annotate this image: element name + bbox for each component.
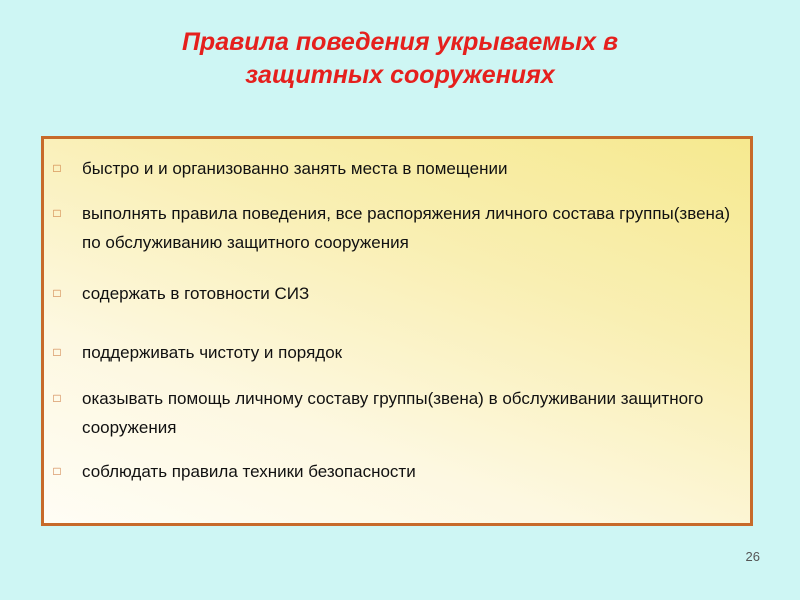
list-item-text: оказывать помощь личному составу группы(звена) в обслуживании защитного сооружения [82,389,704,437]
hollow-square-bullet-icon: □ [53,206,61,220]
rules-content-box [41,136,753,526]
list-item [50,384,750,442]
list-item [50,154,750,183]
list-item [50,199,750,257]
list-item [50,457,750,486]
slide-title-line-2: защитных сооружениях [245,61,555,89]
list-item-text: поддерживать чистоту и порядок [82,343,343,362]
hollow-square-bullet-icon: □ [53,286,61,300]
list-item [50,338,750,367]
list-item-text: выполнять правила поведения, все распоряжения личного состава группы(звена) по обслуживанию защитного сооружения [82,204,731,252]
list-item-text: соблюдать правила техники безопасности [82,462,416,481]
list-item-text: быстро и и организованно занять места в помещении [82,159,508,178]
slide-title [60,26,740,92]
list-item [50,279,750,308]
hollow-square-bullet-icon: □ [53,391,61,405]
list-item-text: содержать в готовности СИЗ [82,284,310,303]
slide-page-number: 26 [745,549,760,564]
hollow-square-bullet-icon: □ [53,464,61,478]
slide-title-line-1: Правила поведения укрываемых в [181,28,619,56]
hollow-square-bullet-icon: □ [53,161,61,175]
hollow-square-bullet-icon: □ [53,345,61,359]
